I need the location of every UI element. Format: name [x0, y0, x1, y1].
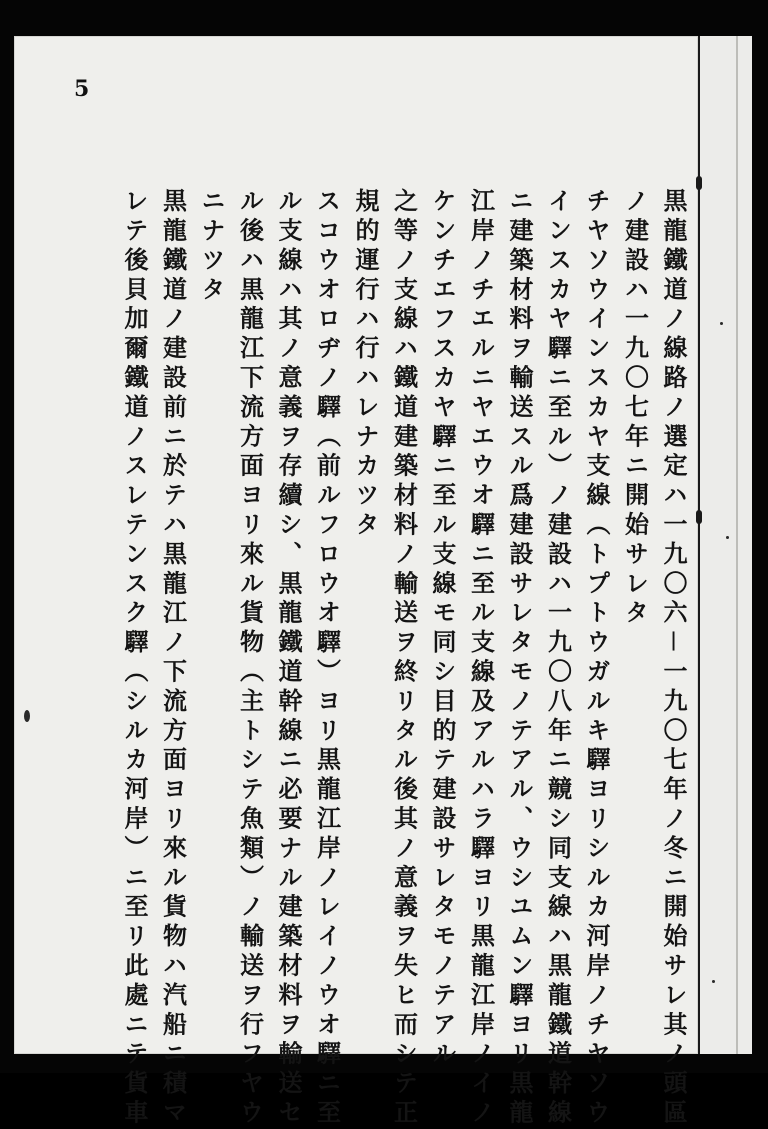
text-line: ル後ハ黒龍江下流方面ヨリ來ル貨物（主トシテ魚類）ノ輸送ヲ行フヤウ	[235, 188, 265, 1129]
text-line: ル支線ハ其ノ意義ヲ存續シ、黒龍鐵道幹線ニ必要ナル建築材料ヲ輸送セ	[274, 188, 303, 1129]
text-line: レテ後貝加爾鐵道ノスレテンスク驛（シルカ河岸）ニ至リ此處ニテ貨車	[120, 188, 149, 1129]
text-line: 江岸ノチエルニヤエウオ驛ニ至ル支線及アルハラ驛ヨリ黒龍江岸ノイノ	[466, 188, 496, 1129]
binding-line	[736, 36, 738, 1054]
scan-speck	[24, 710, 30, 722]
text-line: ノ建設ハ一九〇七年ニ開始サレタ	[620, 188, 650, 629]
text-line: ケンチエフスカヤ驛ニ至ル支線モ同シ目的テ建設サレタモノテアル	[428, 188, 457, 1070]
text-line: インスカヤ驛ニ至ル）ノ建設ハ一九〇八年ニ竸シ同支線ハ黒龍鐵道幹線	[543, 188, 573, 1129]
page-binding-edge	[698, 36, 752, 1054]
scan-speck	[712, 980, 715, 983]
text-line: 黒龍鐵道ノ建設前ニ於テハ黒龍江ノ下流方面ヨリ來ル貨物ハ汽船ニ積マ	[158, 188, 188, 1129]
scan-mark	[696, 510, 702, 524]
text-line: ニ建築材料ヲ輸送スル爲建設サレタモノテアル、ウシユムン驛ヨリ黒龍	[505, 188, 534, 1129]
page-number: 5	[74, 76, 90, 102]
text-line: 黒龍鐵道ノ線路ノ選定ハ一九〇六－一九〇七年ノ冬ニ開始サレ其ノ頭區	[659, 188, 688, 1129]
document-page	[14, 36, 698, 1129]
text-line: スコウオロヂノ驛（前ルフロウオ驛）ヨリ黒龍江岸ノレイノウオ驛ニ至	[312, 188, 342, 1129]
text-line: 規的運行ハ行ハレナカツタ	[351, 188, 380, 541]
vertical-text-body	[112, 188, 692, 1129]
text-line: 之等ノ支線ハ鐵道建築材料ノ輸送ヲ終リタル後其ノ意義ヲ失ヒ而シテ正	[389, 188, 419, 1129]
scan-speck	[726, 536, 729, 539]
scan-mark	[696, 176, 702, 190]
text-line: ニナツタ	[197, 188, 226, 306]
scan-speck	[720, 322, 723, 325]
text-line: チヤソウインスカヤ支線（トプトウガルキ驛ヨリシルカ河岸ノチヤソウ	[582, 188, 611, 1129]
